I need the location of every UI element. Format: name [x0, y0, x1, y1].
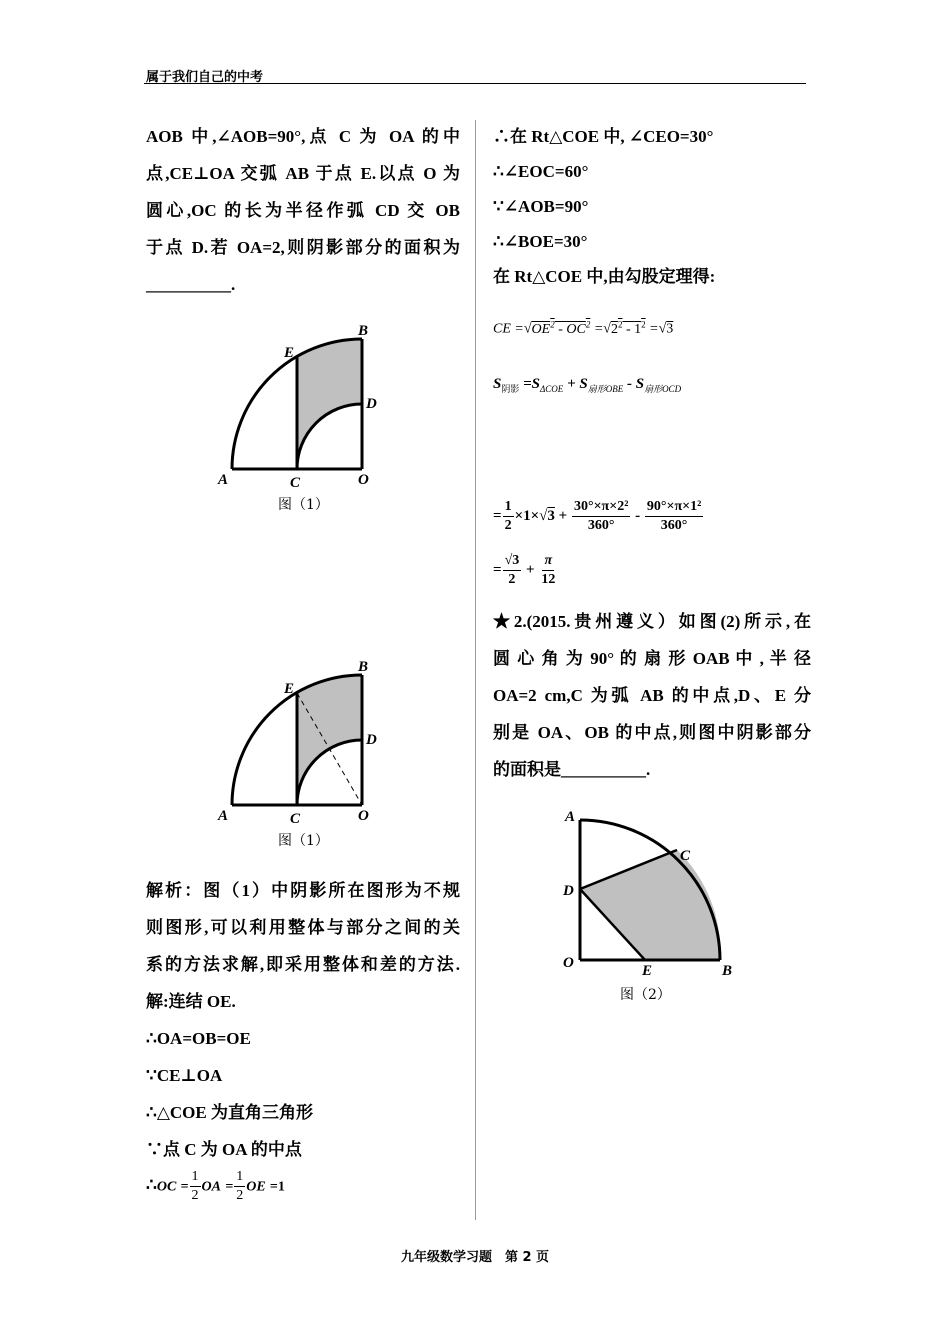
- header-rule: [144, 83, 806, 84]
- problem2-line: ★2.(2015.贵州遵义）如图(2)所示,在: [493, 612, 811, 631]
- step-line: ∵∠AOB=90°: [493, 197, 589, 216]
- figure-1-caption: 图（1）: [278, 497, 329, 513]
- calc-line-1: = $\frac{1}{2}$ ×1×√3 + $\frac{\text{30°×π×2²}}{360^\circ}$ - $\frac{\text{90°×π×1²}}{360^\circ}$: [493, 499, 702, 533]
- solution-label: 解: [146, 992, 163, 1011]
- label-e: E: [642, 963, 653, 979]
- shaded-region: [580, 850, 720, 960]
- problem-line: 于点 D.若 OA=2,则阴影部分的面积为: [146, 238, 460, 257]
- analysis-line: 系的方法求解,即采用整体和差的方法.: [146, 955, 460, 974]
- area-formula: $S_{阴影} =S_{\Delta COE} + S_{扇形OBE} - S_{扇形OCD}$: [493, 376, 682, 394]
- figure-3: [560, 805, 740, 980]
- page-footer: 九年级数学习题 第 2 页: [400, 1250, 550, 1265]
- step-line: 在 Rt△COE 中,由勾股定理得:: [493, 267, 716, 286]
- analysis-label: 解析: [146, 881, 185, 900]
- problem2-line: OA=2 cm,C 为弧 AB 的中点,D、E 分: [493, 686, 811, 705]
- page-header: 属于我们自己的中考: [146, 70, 264, 85]
- label-a: A: [218, 472, 229, 488]
- step-line: ∴在 Rt△COE 中, ∠CEO=30°: [493, 127, 714, 146]
- label-o: O: [563, 955, 574, 971]
- column-divider: [475, 120, 476, 1220]
- solution-line: 解:连结 OE.: [146, 992, 236, 1011]
- problem-text: [146, 118, 460, 303]
- label-c: C: [680, 848, 691, 864]
- problem-2: [493, 603, 811, 788]
- problem-line: 点,CE⊥OA 交弧 AB 于点 E.以点 O 为: [146, 164, 460, 183]
- label-d: D: [366, 396, 377, 412]
- label-b: B: [358, 659, 369, 675]
- solution-line: ∴OA=OB=OE: [146, 1029, 251, 1048]
- analysis-block: [146, 872, 460, 1168]
- problem2-line: 的面积是__________.: [493, 760, 651, 779]
- analysis-line: 则图形,可以利用整体与部分之间的关: [146, 918, 460, 937]
- problem2-line: 圆 心 角 为 90° 的 扇 形 OAB 中 , 半 径: [493, 649, 811, 668]
- solution-line: ∵CE⊥OA: [146, 1066, 223, 1085]
- label-a: A: [565, 809, 576, 825]
- answer-blank: __________.: [146, 275, 236, 294]
- label-b: B: [722, 963, 733, 979]
- ce-equation: CE $=√OE^2 - OC^2 =√2^2 - 1^2 =√3$: [493, 319, 674, 337]
- label-e: E: [284, 681, 295, 697]
- label-o: O: [358, 808, 369, 824]
- label-d: D: [366, 732, 377, 748]
- label-c: C: [290, 475, 301, 491]
- label-a: A: [218, 808, 229, 824]
- oc-equation: ∴OC = $\frac{1}{2}$ OA = $\frac{1}{2}$ OE =1: [146, 1169, 285, 1203]
- label-c: C: [290, 811, 301, 827]
- step-line: ∴∠BOE=30°: [493, 232, 588, 251]
- figure-2-caption: 图（1）: [278, 833, 329, 849]
- label-b: B: [358, 323, 369, 339]
- figure-2: [215, 654, 390, 829]
- problem-line: AOB 中,∠AOB=90°,点 C 为 OA 的中: [146, 127, 460, 146]
- figure-1: [215, 318, 390, 493]
- right-steps: [493, 118, 811, 295]
- figure-3-caption: 图（2）: [620, 987, 671, 1003]
- step-line: ∴∠EOC=60°: [493, 162, 589, 181]
- solution-line: ∴△COE 为直角三角形: [146, 1103, 313, 1122]
- solution-line: ∵点 C 为 OA 的中点: [146, 1140, 302, 1159]
- problem2-line: 别是 OA、OB 的中点,则图中阴影部分: [493, 723, 811, 742]
- label-e: E: [284, 345, 295, 361]
- calc-line-2: = $\frac{√3}{2}$ + $\frac{\pi}{12}$: [493, 553, 556, 587]
- problem-line: 圆心,OC 的长为半径作弧 CD 交 OB: [146, 201, 460, 220]
- label-d: D: [563, 883, 574, 899]
- analysis-line: 解析：图（1）中阴影所在图形为不规: [146, 881, 460, 900]
- label-o: O: [358, 472, 369, 488]
